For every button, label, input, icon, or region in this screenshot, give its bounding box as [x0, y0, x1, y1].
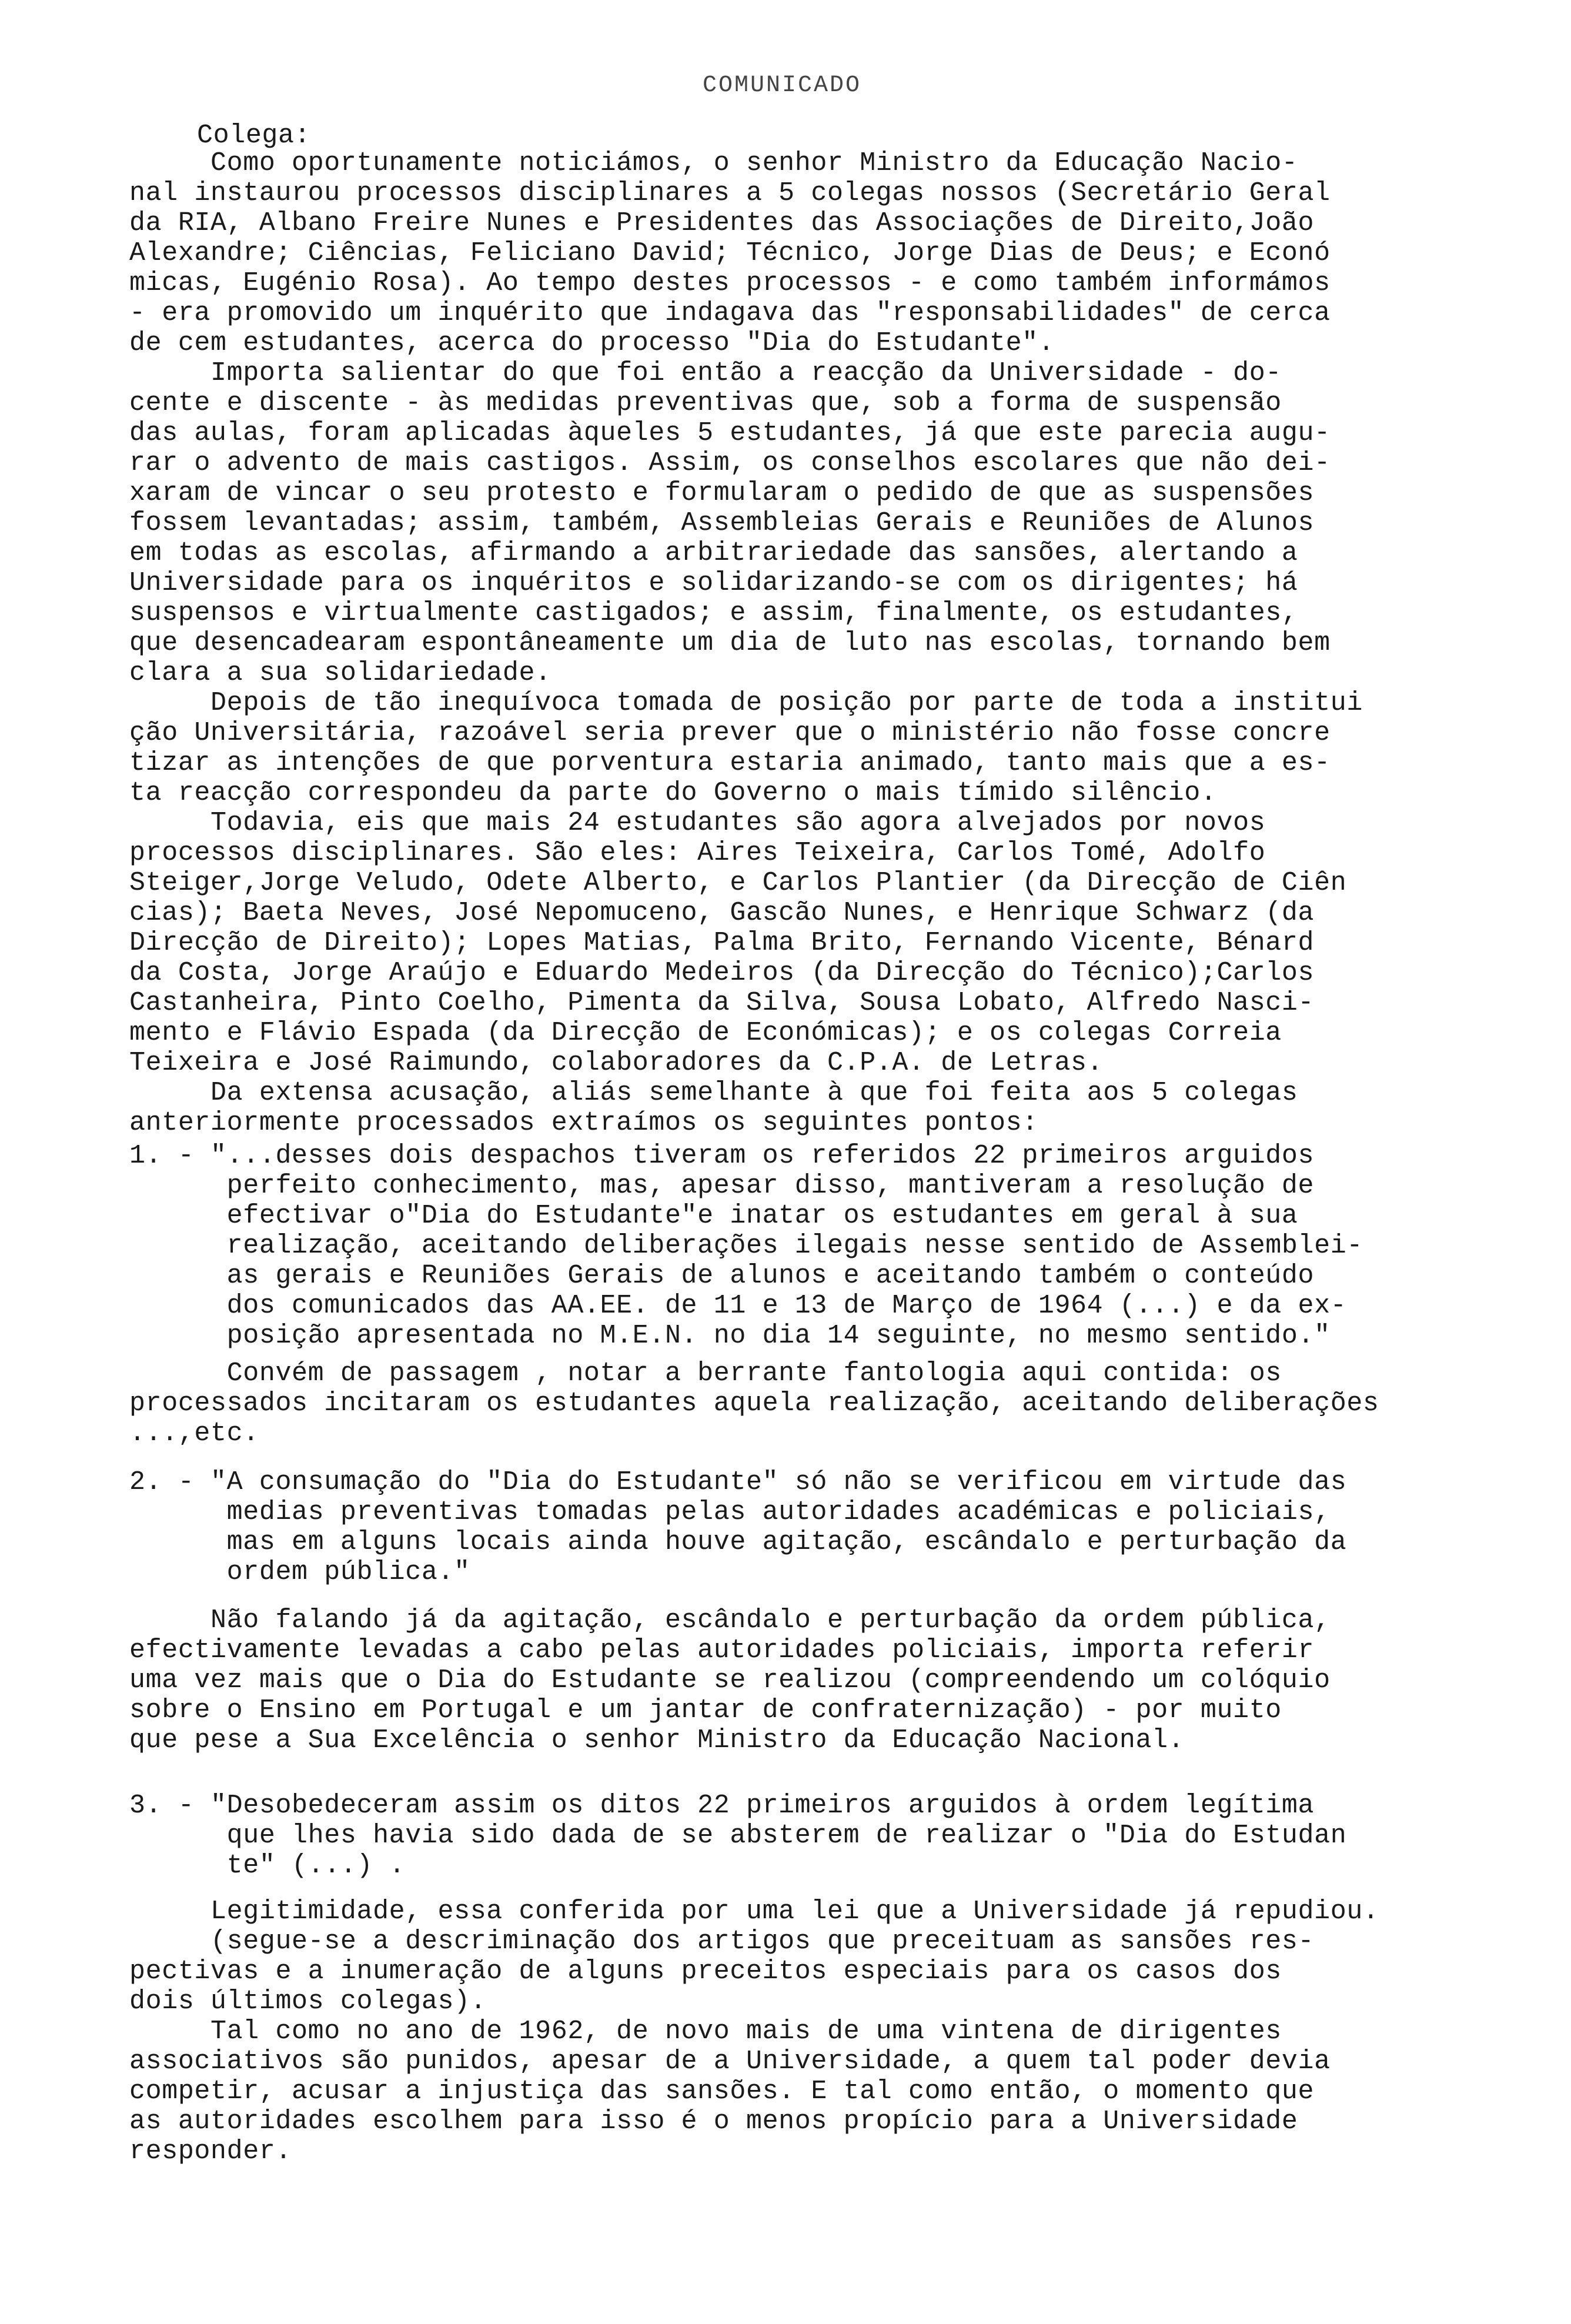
- text-line: da Costa, Jorge Araújo e Eduardo Medeiros (da Direcção do Técnico);Carlos: [129, 958, 1315, 988]
- text-line: 1. - "...desses dois despachos tiveram os referidos 22 primeiros arguidos: [129, 1141, 1315, 1171]
- text-line: da RIA, Albano Freire Nunes e Presidentes das Associações de Direito,João: [129, 208, 1315, 238]
- closing-text: [129, 1896, 1379, 2166]
- text-line: Castanheira, Pinto Coelho, Pimenta da Silva, Sousa Lobato, Alfredo Nasci-: [129, 988, 1315, 1018]
- point-1-comment: [129, 1358, 1379, 1448]
- text-line: pectivas e a inumeração de alguns preceitos especiais para os casos dos: [129, 1956, 1282, 1986]
- point-3: [129, 1791, 1346, 1881]
- text-line: fossem levantadas; assim, também, Assembleias Gerais e Reuniões de Alunos: [129, 508, 1315, 538]
- text-line: suspensos e virtualmente castigados; e assim, finalmente, os estudantes,: [129, 598, 1298, 628]
- text-line: Universidade para os inquéritos e solidarizando-se com os dirigentes; há: [129, 568, 1298, 598]
- text-line: 3. - "Desobedeceram assim os ditos 22 primeiros arguidos à ordem legítima: [129, 1791, 1315, 1821]
- point-2-comment: [129, 1605, 1331, 1755]
- text-line: processos disciplinares. São eles: Aires Teixeira, Carlos Tomé, Adolfo: [129, 838, 1266, 868]
- text-line: efectivamente levadas a cabo pelas autoridades policiais, importa referir: [129, 1635, 1315, 1665]
- text-line: que pese a Sua Excelência o senhor Ministro da Educação Nacional.: [129, 1725, 1185, 1755]
- text-line: Não falando já da agitação, escândalo e perturbação da ordem pública,: [129, 1605, 1331, 1635]
- text-line: uma vez mais que o Dia do Estudante se realizou (compreendendo um colóquio: [129, 1665, 1331, 1695]
- text-line: Teixeira e José Raimundo, colaboradores da C.P.A. de Letras.: [129, 1048, 1104, 1078]
- text-line: cente e discente - às medidas preventivas que, sob a forma de suspensão: [129, 388, 1282, 418]
- point-1: [129, 1141, 1363, 1351]
- text-line: responder.: [129, 2136, 292, 2166]
- text-line: das aulas, foram aplicadas àqueles 5 estudantes, já que este parecia augu-: [129, 418, 1331, 448]
- text-line: ...,etc.: [129, 1418, 259, 1448]
- text-line: de cem estudantes, acerca do processo "Dia do Estudante".: [129, 328, 1055, 358]
- text-line: clara a sua solidariedade.: [129, 658, 551, 688]
- document-title: COMUNICADO: [703, 72, 862, 99]
- text-line: ta reacção correspondeu da parte do Governo o mais tímido silêncio.: [129, 778, 1217, 808]
- text-line: associativos são punidos, apesar de a Universidade, a quem tal poder devia: [129, 2046, 1331, 2076]
- text-line: Da extensa acusação, aliás semelhante à que foi feita aos 5 colegas: [129, 1078, 1298, 1108]
- text-line: mas em alguns locais ainda houve agitação, escândalo e perturbação da: [129, 1527, 1347, 1557]
- text-line: 2. - "A consumação do "Dia do Estudante" só não se verificou em virtude das: [129, 1467, 1347, 1497]
- text-line: cias); Baeta Neves, José Nepomuceno, Gascão Nunes, e Henrique Schwarz (da: [129, 898, 1315, 928]
- point-2: [129, 1467, 1346, 1587]
- text-line: processados incitaram os estudantes aquela realização, aceitando deliberações: [129, 1388, 1379, 1418]
- text-line: Importa salientar do que foi então a reacção da Universidade - do-: [129, 358, 1282, 388]
- text-line: medias preventivas tomadas pelas autoridades académicas e policiais,: [129, 1497, 1331, 1527]
- text-line: em todas as escolas, afirmando a arbitrariedade das sansões, alertando a: [129, 538, 1298, 568]
- text-line: Legitimidade, essa conferida por uma lei que a Universidade já repudiou.: [129, 1896, 1379, 1926]
- text-line: as gerais e Reuniões Gerais de alunos e aceitando também o conteúdo: [129, 1261, 1315, 1291]
- text-line: Steiger,Jorge Veludo, Odete Alberto, e Carlos Plantier (da Direcção de Ciên: [129, 868, 1347, 898]
- text-line: as autoridades escolhem para isso é o menos propício para a Universidade: [129, 2106, 1298, 2136]
- text-line: ção Universitária, razoável seria prever que o ministério não fosse concre: [129, 718, 1331, 748]
- text-line: (segue-se a descriminação dos artigos que preceituam as sansões res-: [129, 1926, 1315, 1956]
- text-line: Alexandre; Ciências, Feliciano David; Técnico, Jorge Dias de Deus; e Econó: [129, 238, 1331, 268]
- text-line: Tal como no ano de 1962, de novo mais de uma vintena de dirigentes: [129, 2016, 1282, 2046]
- text-line: sobre o Ensino em Portugal e um jantar de confraternização) - por muito: [129, 1695, 1282, 1725]
- text-line: dois últimos colegas).: [129, 1986, 487, 2016]
- text-line: Todavia, eis que mais 24 estudantes são agora alvejados por novos: [129, 808, 1266, 838]
- text-line: anteriormente processados extraímos os seguintes pontos:: [129, 1108, 1038, 1138]
- text-line: tizar as intenções de que porventura estaria animado, tanto mais que a es-: [129, 748, 1331, 778]
- text-line: micas, Eugénio Rosa). Ao tempo destes processos - e como também informámos: [129, 268, 1331, 298]
- text-line: dos comunicados das AA.EE. de 11 e 13 de Março de 1964 (...) e da ex-: [129, 1291, 1347, 1321]
- text-line: efectivar o"Dia do Estudante"e inatar os estudantes em geral à sua: [129, 1201, 1298, 1231]
- text-line: te" (...) .: [129, 1851, 406, 1881]
- text-line: mento e Flávio Espada (da Direcção de Económicas); e os colegas Correia: [129, 1018, 1282, 1048]
- text-line: competir, acusar a injustiça das sansões. E tal como então, o momento que: [129, 2076, 1315, 2106]
- text-line: xaram de vincar o seu protesto e formularam o pedido de que as suspensões: [129, 478, 1315, 508]
- text-line: Convém de passagem , notar a berrante fantologia aqui contida: os: [129, 1358, 1282, 1388]
- salutation: Colega:: [197, 121, 311, 151]
- text-line: ordem pública.": [129, 1557, 470, 1587]
- text-line: Como oportunamente noticiámos, o senhor Ministro da Educação Nacio-: [129, 148, 1298, 178]
- text-line: que desencadearam espontâneamente um dia de luto nas escolas, tornando bem: [129, 628, 1331, 658]
- text-line: - era promovido um inquérito que indagava das "responsabilidades" de cerca: [129, 298, 1331, 328]
- text-line: posição apresentada no M.E.N. no dia 14 seguinte, no mesmo sentido.": [129, 1321, 1331, 1351]
- text-line: que lhes havia sido dada de se absterem de realizar o "Dia do Estudan: [129, 1821, 1347, 1851]
- text-line: realização, aceitando deliberações ilegais nesse sentido de Assemblei-: [129, 1231, 1363, 1261]
- body-text: [129, 148, 1363, 1138]
- text-line: Direcção de Direito); Lopes Matias, Palma Brito, Fernando Vicente, Bénard: [129, 928, 1315, 958]
- text-line: perfeito conhecimento, mas, apesar disso, mantiveram a resolução de: [129, 1171, 1315, 1201]
- text-line: nal instaurou processos disciplinares a 5 colegas nossos (Secretário Geral: [129, 178, 1331, 208]
- text-line: Depois de tão inequívoca tomada de posição por parte de toda a institui: [129, 688, 1363, 718]
- text-line: rar o advento de mais castigos. Assim, os conselhos escolares que não dei-: [129, 448, 1331, 478]
